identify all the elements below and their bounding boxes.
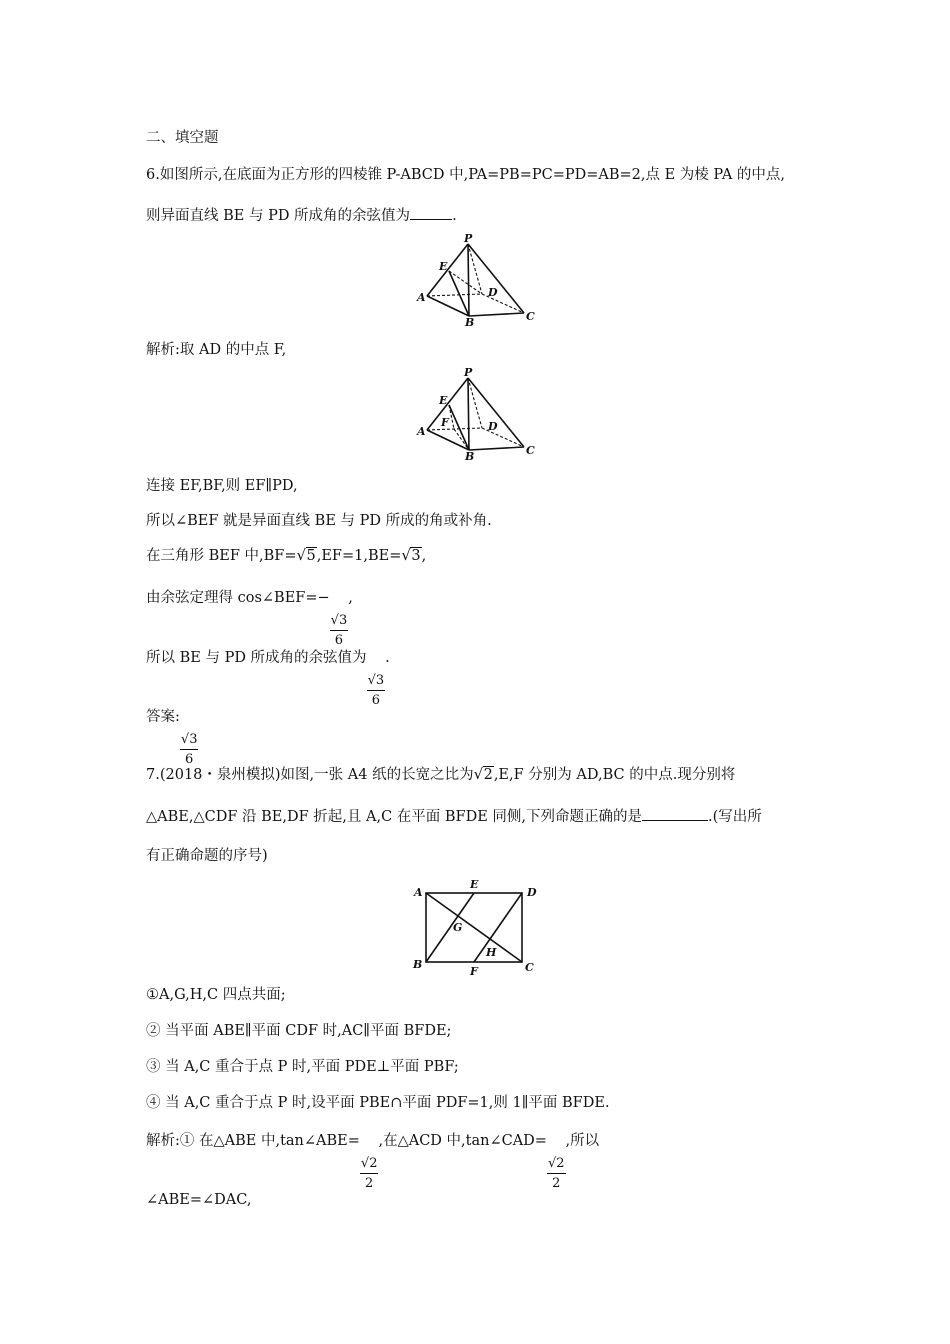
fraction-sqrt3-over-6: $\frac{√3}{6}$ [180, 732, 198, 767]
q6-line2: 则异面直线 BE 与 PD 所成角的余弦值为 . [146, 205, 457, 226]
pyramid-figure-2 [412, 368, 542, 462]
q6-solution-4: 由余弦定理得 cos∠BEF=− $\frac{√3}{6}$ , [146, 590, 353, 648]
label-D: D [488, 286, 498, 299]
label-C: C [525, 961, 534, 974]
q6-solution-3: 在三角形 BEF 中,BF= √ 5,EF=1,BE= √ 3, [146, 546, 427, 564]
label-B: B [465, 450, 475, 462]
sqrt-2: √ 2 [473, 765, 493, 783]
q7-option-1: ①A,G,H,C 四点共面; [146, 987, 286, 1003]
label-C: C [526, 310, 535, 323]
q6-solution-5: 所以 BE 与 PD 所成角的余弦值为 $\frac{√3}{6}$ . [146, 650, 390, 708]
fraction-sqrt2-over-2: $\frac{√2}{2}$ [547, 1156, 565, 1191]
q7-line2: △ABE,△CDF 沿 BE,DF 折起,且 A,C 在平面 BFDE 同侧,下列命题正确的是 .(写出所 [146, 806, 762, 827]
label-A: A [414, 886, 423, 899]
label-D: D [488, 420, 498, 433]
q7-option-2: ② 当平面 ABE∥平面 CDF 时,AC∥平面 BFDE; [146, 1023, 452, 1039]
label-G: G [453, 921, 463, 934]
label-E: E [439, 394, 448, 407]
label-B: B [465, 316, 475, 326]
fraction-sqrt3-over-6: $\frac{√3}{6}$ [367, 673, 385, 708]
q6-solution-1: 连接 EF,BF,则 EF∥PD, [146, 478, 298, 494]
q7-line3: 有正确命题的序号) [146, 848, 268, 864]
label-E: E [439, 260, 448, 273]
label-F: F [470, 965, 478, 978]
sqrt-3: √ 3 [401, 546, 421, 564]
label-F: F [441, 416, 449, 429]
q6-solution-intro: 解析:取 AD 的中点 F, [146, 342, 287, 358]
label-A: A [417, 425, 426, 438]
sqrt-5: √ 5 [296, 546, 316, 564]
answer-blank [642, 806, 708, 821]
q6-answer: 答案: $\frac{√3}{6}$ [146, 709, 198, 767]
label-A: A [417, 291, 426, 304]
q7-option-3: ③ 当 A,C 重合于点 P 时,平面 PDE⊥平面 PBF; [146, 1059, 459, 1075]
q6-solution-2: 所以∠BEF 就是异面直线 BE 与 PD 所成的角或补角. [146, 513, 492, 529]
section-title: 二、填空题 [146, 130, 219, 146]
label-H: H [486, 946, 497, 959]
q6-line1: 6.如图所示,在底面为正方形的四棱锥 P-ABCD 中,PA=PB=PC=PD=AB=2,点 E 为棱 PA 的中点, [146, 167, 786, 183]
fraction-sqrt2-over-2: $\frac{√2}{2}$ [360, 1156, 378, 1191]
rectangle-figure [410, 876, 545, 978]
label-E: E [470, 878, 479, 891]
q7-option-4: ④ 当 A,C 重合于点 P 时,设平面 PBE∩平面 PDF=1,则 1∥平面 BFDE. [146, 1095, 610, 1111]
label-C: C [526, 444, 535, 457]
label-B: B [413, 958, 423, 971]
q7-line1: 7.(2018・泉州模拟)如图,一张 A4 纸的长宽之比为 √ 2,E,F 分别为 AD,BC 的中点.现分别将 [146, 765, 736, 783]
answer-blank [410, 205, 452, 220]
fraction-sqrt3-over-6: $\frac{√3}{6}$ [330, 613, 348, 648]
q7-solution-2: ∠ABE=∠DAC, [146, 1192, 252, 1208]
label-P: P [464, 368, 473, 379]
q7-solution-1: 解析:① 在△ABE 中,tan∠ABE= $\frac{√2}{2}$ ,在△ACD 中,tan∠CAD= $\frac{√2}{2}$ ,所以 [146, 1133, 600, 1191]
label-D: D [527, 886, 537, 899]
pyramid-figure-1 [412, 234, 542, 326]
label-P: P [464, 234, 473, 245]
